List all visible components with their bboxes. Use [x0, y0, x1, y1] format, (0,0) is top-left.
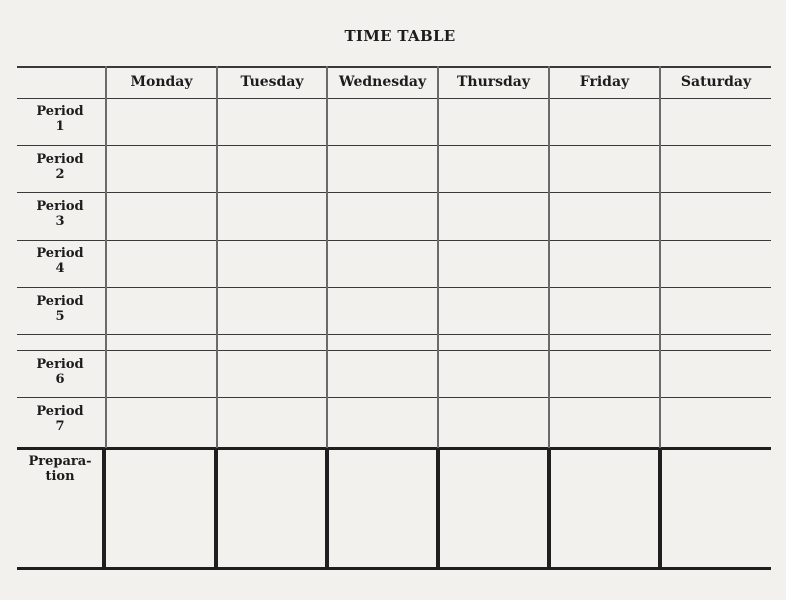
day-header-monday: Monday — [130, 74, 193, 90]
preparation-line-2: tion — [45, 469, 75, 484]
preparation-line-1: Prepara- — [28, 454, 92, 469]
prep-divider-4 — [436, 449, 440, 568]
column-divider-5 — [548, 66, 550, 448]
prep-divider-3 — [325, 449, 329, 568]
row-rule-3 — [17, 240, 771, 241]
column-divider-1 — [105, 66, 107, 448]
period-number: 6 — [55, 372, 65, 387]
break-rule-bottom — [17, 350, 771, 351]
period-label-5 — [17, 294, 103, 324]
day-header-wednesday: Wednesday — [338, 74, 427, 90]
period-number: 4 — [55, 261, 65, 276]
period-label-7 — [17, 404, 103, 434]
period-label-3 — [17, 199, 103, 229]
preparation-label — [17, 454, 103, 484]
prep-divider-6 — [658, 449, 662, 568]
period-word: Period — [36, 104, 84, 119]
period-number: 3 — [55, 214, 65, 229]
row-rule-6 — [17, 397, 771, 398]
day-header-saturday: Saturday — [680, 74, 752, 90]
column-divider-3 — [326, 66, 328, 448]
period-label-4 — [17, 246, 103, 276]
period-word: Period — [36, 357, 84, 372]
day-header-friday: Friday — [579, 74, 630, 90]
period-number: 7 — [55, 419, 65, 434]
page-title: TIME TABLE — [344, 27, 456, 45]
row-rule-2 — [17, 192, 771, 193]
prep-divider-5 — [547, 449, 551, 568]
column-divider-4 — [437, 66, 439, 448]
period-label-2 — [17, 152, 103, 182]
period-word: Period — [36, 404, 84, 419]
period-number: 5 — [55, 309, 65, 324]
period-label-6 — [17, 357, 103, 387]
period-word: Period — [36, 246, 84, 261]
row-rule-1 — [17, 145, 771, 146]
header-bottom-rule — [17, 98, 771, 99]
period-word: Period — [36, 199, 84, 214]
period-word: Period — [36, 152, 84, 167]
column-divider-2 — [216, 66, 218, 448]
period-label-1 — [17, 104, 103, 134]
column-divider-6 — [659, 66, 661, 448]
day-header-thursday: Thursday — [456, 74, 531, 90]
period-number: 2 — [55, 167, 65, 182]
day-header-tuesday: Tuesday — [240, 74, 304, 90]
row-rule-4 — [17, 287, 771, 288]
period-number: 1 — [55, 119, 65, 134]
prep-divider-2 — [214, 449, 218, 568]
break-rule-top — [17, 334, 771, 335]
period-word: Period — [36, 294, 84, 309]
